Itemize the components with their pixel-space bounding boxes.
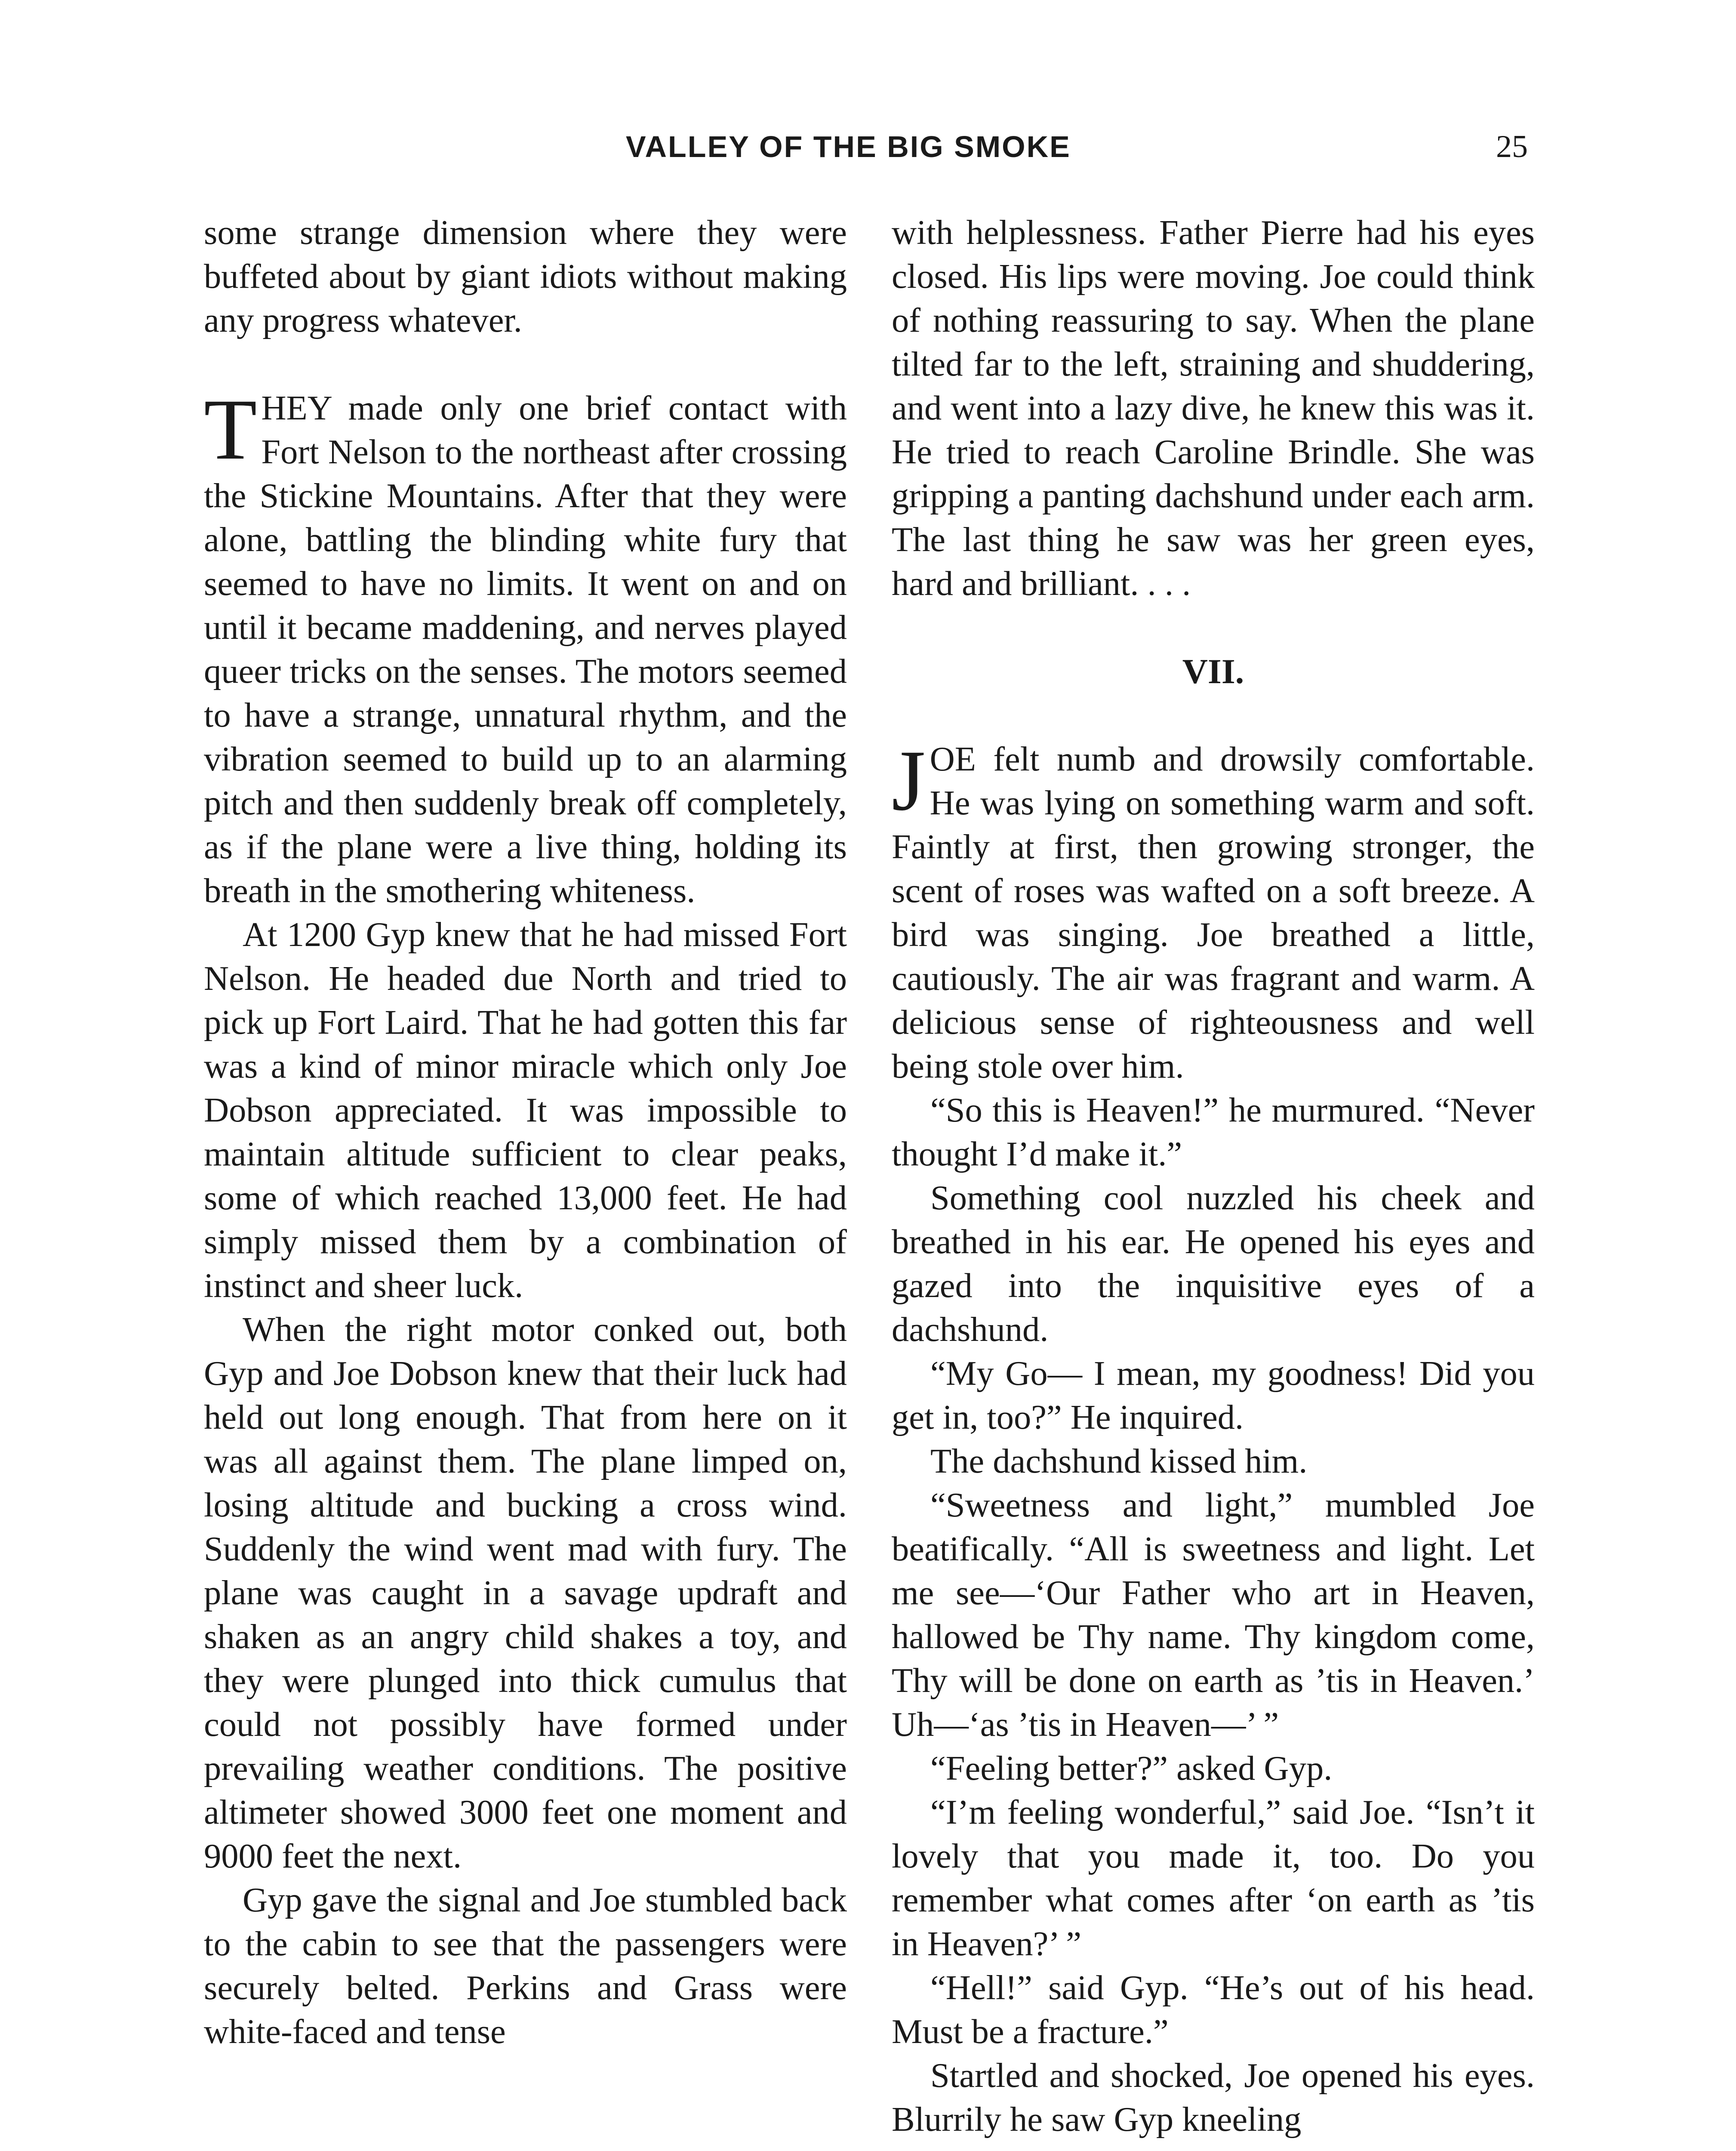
paragraph-text: HEY made only one brief contact with Fort Nelson to the northeast after crossing the Stickine Mountains. After that they were alone, battling the blinding white fury that seemed to have no limits. It went on and on until it became maddening, and nerves played queer tricks on the senses. The motors seemed to have a strange, unnatural rhythm, and the vibration seemed to build up to an alarming pitch and then suddenly break off completely, as if the plane were a live thing, holding its breath in the smothering whiteness. — [204, 389, 847, 910]
drop-cap: J — [892, 732, 926, 829]
page-header — [0, 127, 1736, 166]
paragraph: When the right motor conked out, both Gyp and Joe Dobson knew that their luck had held out long enough. That from here on it was all against them. The plane limped on, losing altitude and bucking a cross wind. Suddenly the wind went mad with fury. The plane was caught in a savage updraft and shaken as an angry child shakes a toy, and they were plunged into thick cumulus that could not possibly have formed under prevailing weather conditions. The positive altimeter showed 3000 feet one moment and 9000 feet the next. — [204, 1310, 847, 1875]
running-title: VALLEY OF THE BIG SMOKE — [626, 130, 1071, 163]
chapter-heading: VII. — [1182, 652, 1244, 691]
paragraph: some strange dimension where they were buffeted about by giant idiots without making any progress whatever. — [204, 213, 847, 339]
paragraph: At 1200 Gyp knew that he had missed Fort Nelson. He headed due North and tried to pick up Fort Laird. That he had gotten this far was a kind of minor miracle which only Joe Dobson appreciated. It was impossible to maintain altitude sufficient to clear peaks, some of which reached 13,000 feet. He had simply missed them by a combination of instinct and sheer luck. — [204, 915, 847, 1305]
paragraph: “Sweetness and light,” mumbled Joe beatifically. “All is sweetness and light. Let me see—‘Our Father who art in Heaven, hallowed be Thy name. Thy kingdom come, Thy will be done on earth as ’tis in Heaven.’ Uh—‘as ’tis in Heaven—’ ” — [892, 1486, 1535, 1744]
paragraph: The dachshund kissed him. — [930, 1442, 1308, 1480]
paragraph: Startled and shocked, Joe opened his eyes. Blurrily he saw Gyp kneeling — [892, 2056, 1535, 2139]
paragraph-with-dropcap — [204, 381, 847, 913]
drop-cap: T — [204, 381, 257, 478]
left-column — [204, 211, 847, 2054]
paragraph: Something cool nuzzled his cheek and breathed in his ear. He opened his eyes and gazed into the inquisitive eyes of a dachshund. — [892, 1179, 1535, 1349]
paragraph: “I’m feeling wonderful,” said Joe. “Isn’t it lovely that you made it, too. Do you remember what comes after ‘on earth as ’tis in Heaven?’ ” — [892, 1793, 1535, 1963]
page-number: 25 — [1496, 129, 1528, 164]
paragraph: “Hell!” said Gyp. “He’s out of his head. Must be a fracture.” — [892, 1969, 1535, 2051]
section-break — [204, 342, 847, 386]
paragraph: “My Go— I mean, my goodness! Did you get in, too?” He inquired. — [892, 1354, 1535, 1436]
right-column — [892, 211, 1535, 2142]
paragraph: “Feeling better?” asked Gyp. — [930, 1749, 1333, 1787]
paragraph: “So this is Heaven!” he murmured. “Never thought I’d make it.” — [892, 1091, 1535, 1173]
paragraph: Gyp gave the signal and Joe stumbled back to the cabin to see that the passengers were securely belted. Perkins and Grass were white-faced and tense — [204, 1881, 847, 2051]
paragraph-with-dropcap — [892, 732, 1535, 1088]
paragraph-text: OE felt numb and drowsily comfortable. He was lying on something warm and soft. Faintly at first, then growing stronger, the scent of roses was wafted on a soft breeze. A bird was singing. Joe breathed a little, cautiously. The air was fragrant and warm. A delicious sense of righteousness and well being stole over him. — [892, 740, 1535, 1085]
paragraph: with helplessness. Father Pierre had his eyes closed. His lips were moving. Joe could think of nothing reassuring to say. When the plane tilted far to the left, straining and shuddering, and went into a lazy dive, he knew this was it. He tried to reach Caroline Brindle. She was gripping a panting dachshund under each arm. The last thing he saw was her green eyes, hard and brilliant. . . . — [892, 213, 1535, 603]
